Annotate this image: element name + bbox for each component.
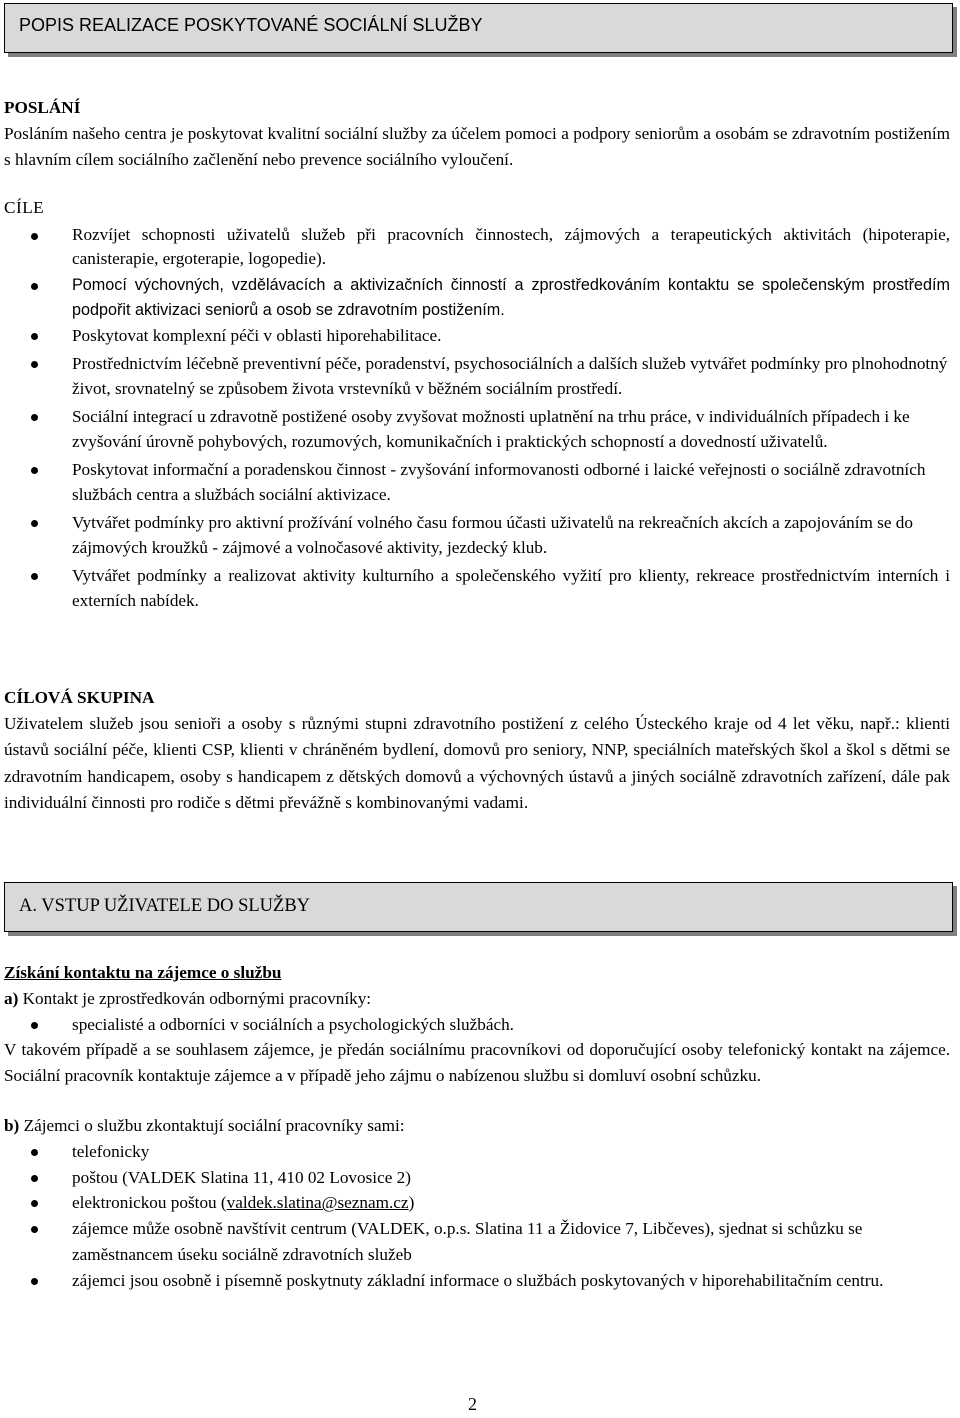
section-a-option-a	[4, 986, 950, 1012]
list-item: telefonicky	[4, 1139, 950, 1165]
option-a-label: a)	[4, 988, 19, 1008]
list-item: Pomocí výchovných, vzdělávacích a aktivizačních činností a zprostředkováním kontaktu se společenským prostředím podpořit aktivizaci seniorů a osob se zdravotním postižením.	[4, 273, 950, 323]
list-item: zájemci jsou osobně i písemně poskytnuty základní informace o službách poskytovaných v hiporehabilitačním centru.	[4, 1268, 950, 1294]
poslani-heading: POSLÁNÍ	[4, 98, 81, 117]
bullet-icon	[31, 1226, 38, 1233]
bullet-icon	[31, 1278, 38, 1285]
option-b-text: Zájemci o službu zkontaktují sociální pracovníky sami:	[19, 1115, 405, 1135]
option-b-list	[4, 1139, 950, 1294]
option-a-text: Kontakt je zprostředkován odbornými pracovníky:	[18, 988, 372, 1008]
list-item: Vytvářet podmínky a realizovat aktivity kulturního a společenského vyžití pro klienty, rekreace prostřednictvím interních i externích nabídek.	[4, 563, 950, 613]
list-item: poštou (VALDEK Slatina 11, 410 02 Lovosice 2)	[4, 1165, 950, 1191]
option-a-paragraph: V takovém případě a se souhlasem zájemce, je předán sociálnímu pracovníkovi od doporučující osoby telefonický kontakt na zájemce. Sociální pracovník kontaktuje zájemce a v případě jeho zájmu o nabízenou službu si domluví osobní schůzku.	[4, 1040, 950, 1086]
section-a-title-box	[4, 882, 953, 932]
list-item: Vytvářet podmínky pro aktivní prožívání volného času formou účasti uživatelů na rekreačních akcích a zapojováním se do zájmových kroužků - zájmové a volnočasové aktivity, jezdecký klub.	[4, 510, 950, 560]
list-item: Rozvíjet schopnosti uživatelů služeb při pracovních činnostech, zájmových a terapeutických aktivitách (hipoterapie, canisterapie, ergoterapie, logopedie).	[4, 223, 950, 271]
bullet-icon	[31, 1022, 38, 1029]
section-cilova-skupina	[4, 685, 950, 816]
section-a-subheading: Získání kontaktu na zájemce o službu	[4, 963, 282, 982]
cile-list	[4, 223, 950, 613]
list-item: Poskytovat informační a poradenskou činnost - zvyšování informovanosti odborné i laické veřejnosti o sociálně zdravotních službách centra a službách sociální aktivizace.	[4, 457, 950, 507]
page-title-box	[4, 3, 953, 53]
list-item: Prostřednictvím léčebně preventivní péče, poradenství, psychosociálních a dalších služeb vytvářet podmínky pro plnohodnotný život, srovnatelný se způsobem života vrstevníků v běžném sociálním prostředí.	[4, 351, 950, 401]
section-poslani	[4, 95, 950, 172]
bullet-icon	[31, 333, 38, 340]
list-item: zájemce může osobně navštívit centrum (VALDEK, o.p.s. Slatina 11 a Židovice 7, Libčeves), sjednat si schůzku se zaměstnancem úseku sociálně zdravotních služeb	[4, 1216, 950, 1268]
bullet-icon	[31, 414, 38, 421]
list-item: Poskytovat komplexní péči v oblasti hiporehabilitace.	[4, 323, 950, 348]
bullet-icon	[31, 1175, 38, 1182]
section-a-option-b	[4, 1113, 950, 1139]
option-a-list	[4, 1012, 950, 1038]
section-a	[4, 960, 950, 1294]
bullet-icon	[31, 467, 38, 474]
section-cile	[4, 195, 950, 613]
email-link[interactable]: valdek.slatina@seznam.cz	[226, 1193, 409, 1213]
section-a-title: A. VSTUP UŽIVATELE DO SLUŽBY	[19, 896, 311, 916]
cile-heading: CÍLE	[4, 198, 45, 217]
bullet-icon	[31, 1200, 38, 1207]
bullet-icon	[31, 1149, 38, 1156]
bullet-icon	[31, 573, 38, 580]
bullet-icon	[31, 520, 38, 527]
list-item: specialisté a odborníci v sociálních a psychologických službách.	[4, 1012, 950, 1038]
page-number: 2	[468, 1394, 477, 1414]
list-item: elektronickou poštou (valdek.slatina@seznam.cz)	[4, 1190, 950, 1216]
cilova-skupina-text: Uživatelem služeb jsou senioři a osoby s různými stupni zdravotního postižení z celého Ústeckého kraje od 4 let věku, např.: klienti ústavů sociální péče, klienti CSP, klienti v chráněném bydlení, domovů pro seniory, NNP, speciálních mateřských škol a škol s dětmi se zdravotním handicapem, osoby s handicapem z dětských domovů a výchovných ústavů a jiných sociálně zdravotních zařízení, dále pak individuální činnosti pro rodiče s dětmi převážně s kombinovanými vadami.	[4, 713, 950, 813]
option-b-label: b)	[4, 1115, 20, 1135]
bullet-icon	[31, 361, 38, 368]
list-item: Sociální integrací u zdravotně postižené osoby zvyšovat možnosti uplatnění na trhu práce, v individuálních případech i ke zvyšování úrovně pohybových, rozumových, komunikačních i praktických schopností a dovedností uživatelů.	[4, 404, 950, 454]
cilova-skupina-heading: CÍLOVÁ SKUPINA	[4, 688, 155, 707]
bullet-icon	[31, 283, 38, 290]
page-title: POPIS REALIZACE POSKYTOVANÉ SOCIÁLNÍ SLUŽBY	[19, 15, 483, 35]
bullet-icon	[31, 233, 38, 240]
poslani-text: Posláním našeho centra je poskytovat kvalitní sociální služby za účelem pomoci a podpory seniorům a osobám se zdravotním postižením s hlavním cílem sociálního začlenění nebo prevence sociálního vyloučení.	[4, 123, 950, 169]
